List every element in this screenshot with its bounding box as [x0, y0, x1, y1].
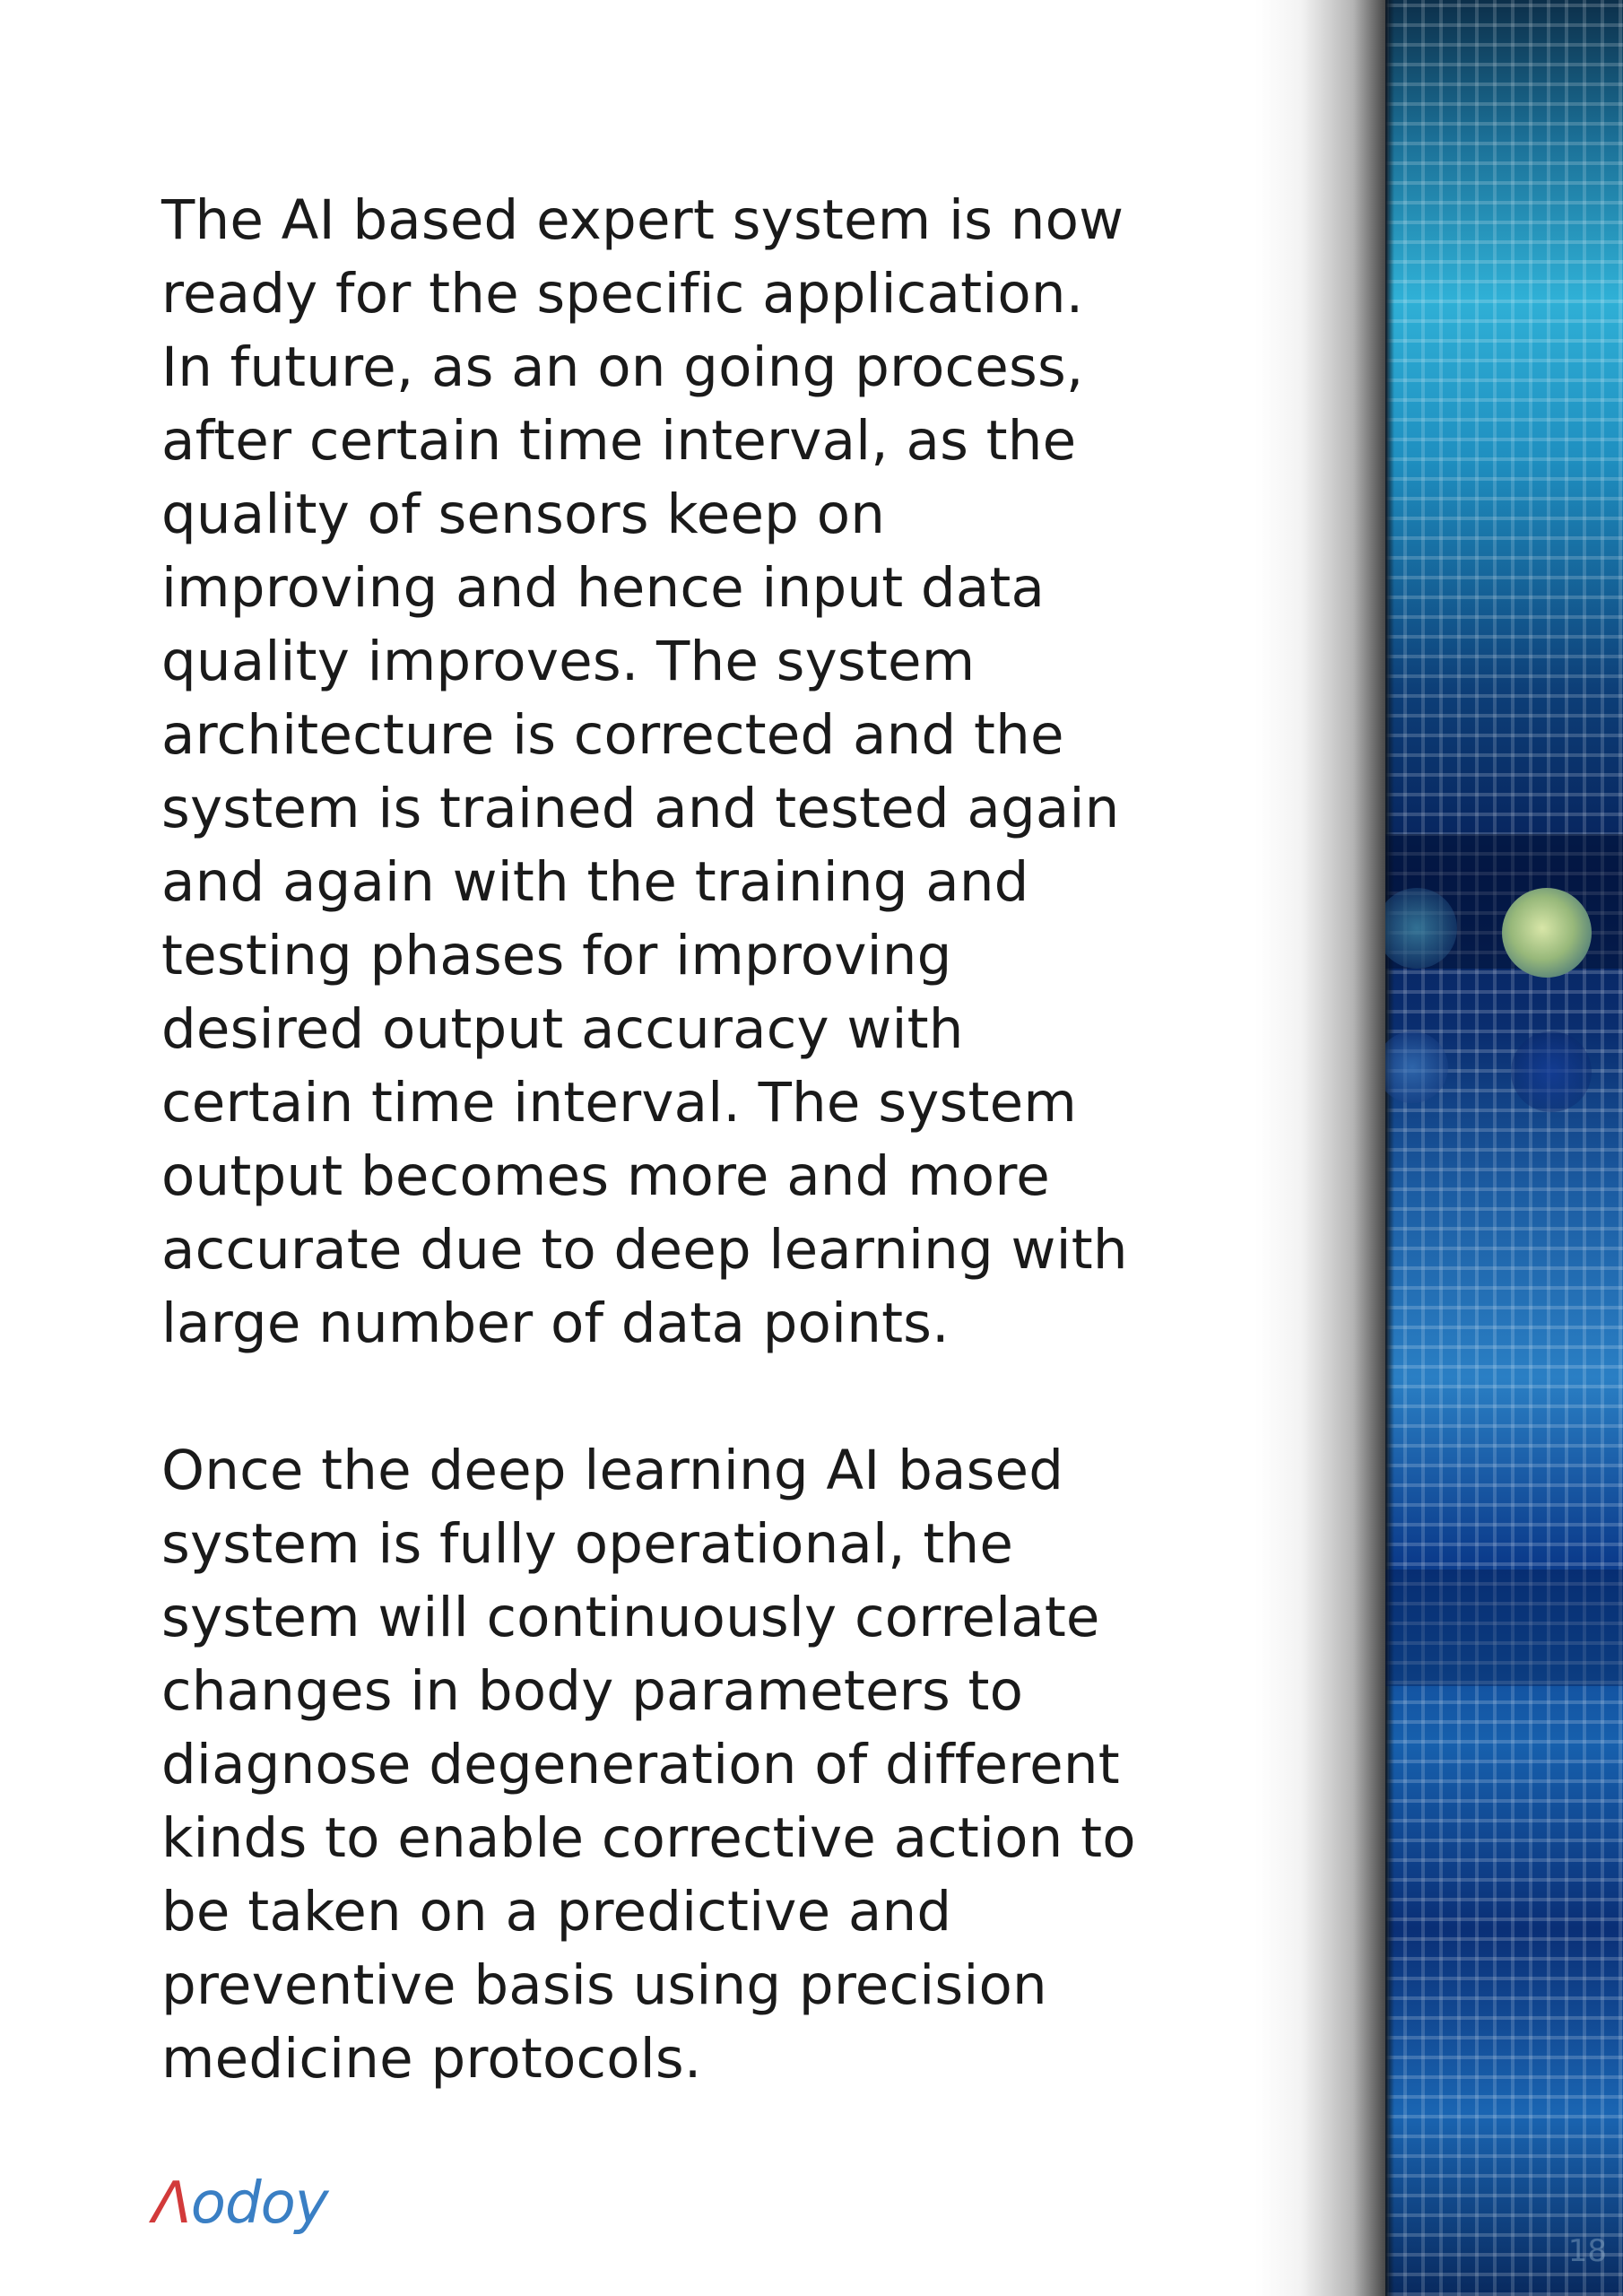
text-line: medicine protocols.	[161, 2027, 702, 2091]
text-line: diagnose degeneration of different	[161, 1733, 1120, 1796]
logo-text: odoy	[190, 2170, 328, 2237]
text-line: quality improves. The system	[161, 630, 976, 693]
text-line: large number of data points.	[161, 1292, 950, 1355]
image-circle	[1502, 888, 1592, 978]
text-line: certain time interval. The system	[161, 1071, 1077, 1135]
text-line: In future, as an on going process,	[161, 335, 1084, 399]
image-circle	[1385, 1031, 1448, 1103]
decorative-side-image	[1385, 0, 1623, 2296]
text-line: changes in body parameters to	[161, 1659, 1024, 1723]
image-band	[1385, 1570, 1623, 1686]
body-text	[161, 184, 1219, 2096]
brand-logo	[152, 2170, 328, 2237]
text-line: and again with the training and	[161, 850, 1029, 914]
text-line: testing phases for improving	[161, 924, 952, 987]
image-edge	[1385, 0, 1394, 2296]
text-line: Once the deep learning AI based	[161, 1439, 1064, 1502]
image-circle	[1511, 1031, 1592, 1112]
text-line: improving and hence input data	[161, 556, 1046, 620]
text-line: system will continuously correlate	[161, 1586, 1100, 1649]
logo-mark: Λ	[152, 2170, 191, 2237]
page-shadow	[1255, 0, 1385, 2296]
text-line: quality of sensors keep on	[161, 483, 886, 546]
page-number: 18	[1567, 2233, 1607, 2269]
text-line: desired output accuracy with	[161, 997, 964, 1061]
text-line: kinds to enable corrective action to	[161, 1806, 1136, 1870]
text-line: after certain time interval, as the	[161, 409, 1077, 473]
text-line: be taken on a predictive and	[161, 1880, 952, 1944]
paragraph-1	[161, 184, 1219, 1361]
text-line: accurate due to deep learning with	[161, 1218, 1128, 1282]
text-line: output becomes more and more	[161, 1144, 1050, 1208]
text-line: system is fully operational, the	[161, 1512, 1014, 1576]
paragraph-2	[161, 1434, 1219, 2096]
text-line: preventive basis using precision	[161, 1953, 1047, 2017]
text-line: The AI based expert system is now	[161, 188, 1124, 252]
text-line: system is trained and tested again	[161, 777, 1120, 840]
text-line: ready for the specific application.	[161, 262, 1084, 326]
text-line: architecture is corrected and the	[161, 703, 1064, 767]
